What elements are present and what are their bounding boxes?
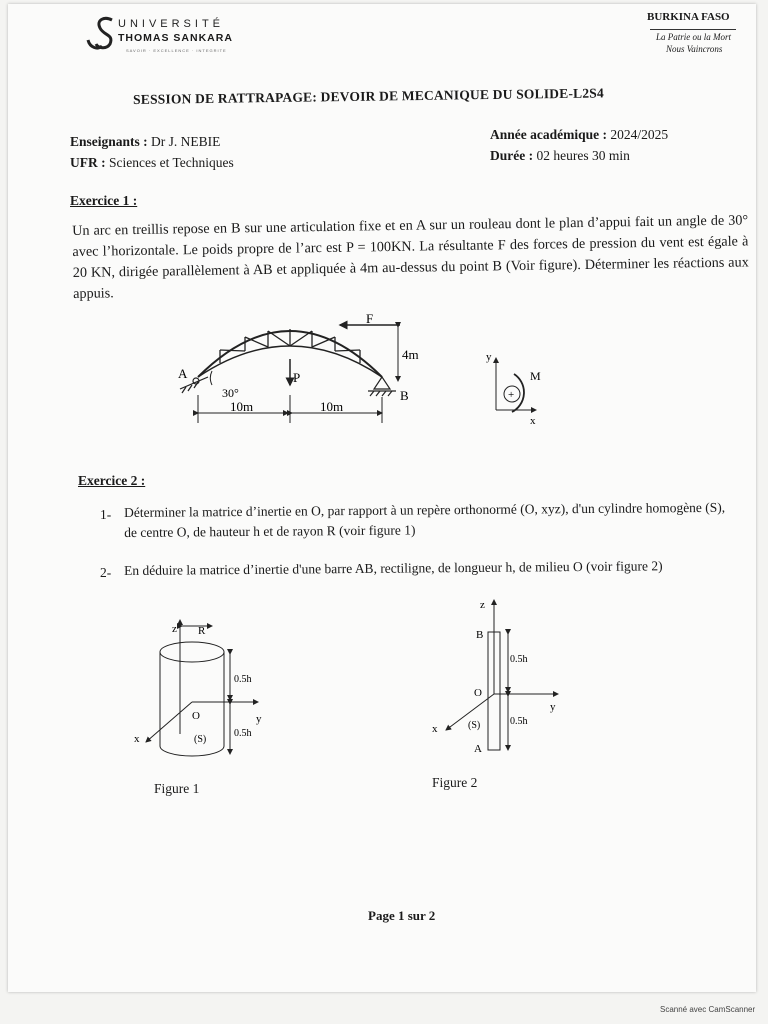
bar-figure	[428, 594, 578, 764]
sign-convention-figure	[478, 348, 558, 428]
teachers-line	[70, 134, 220, 150]
ufr-line	[70, 155, 234, 171]
label-A: A	[178, 366, 188, 381]
fig2-label-O: O	[474, 687, 482, 699]
figure2-caption: Figure 2	[432, 775, 478, 790]
exam-title: SESSION DE RATTRAPAGE: DEVOIR DE MECANIQUE DU SOLIDE-L2S4	[133, 85, 605, 107]
fig2-label-half-bot: 0.5h	[510, 716, 528, 727]
national-motto-line2: Nous Vaincrons	[666, 44, 723, 54]
label-x: x	[530, 415, 536, 427]
label-plus: +	[508, 389, 515, 401]
university-name-line2: THOMAS SANKARA	[118, 32, 233, 44]
label-y: y	[486, 351, 492, 363]
label-M: M	[530, 369, 541, 383]
label-B: B	[400, 388, 409, 403]
page-number: Page 1 sur 2	[368, 908, 436, 923]
university-logo-icon	[84, 14, 118, 52]
fig2-label-half-top: 0.5h	[510, 654, 528, 665]
year-value: 2024/2025	[610, 127, 669, 142]
q1-number: 1-	[100, 507, 112, 522]
fig2-label-x: x	[432, 723, 438, 735]
cylinder-figure	[128, 614, 288, 774]
fig2-label-y: y	[550, 701, 556, 713]
q2-number: 2-	[100, 565, 112, 580]
university-motto: SAVOIR · EXCELLENCE · INTEGRITE	[126, 48, 227, 53]
fig2-label-S: (S)	[468, 720, 481, 731]
year-label: Année académique :	[490, 127, 607, 142]
q1-text: Déterminer la matrice d’inertie en O, par rapport à un repère orthonormé (O, xyz), d'un cylindre homogène (S), de centre O, de hauteur h et de rayon R (voir figure 1)	[124, 499, 726, 540]
country-name: BURKINA FASO	[647, 11, 730, 23]
year-line	[490, 127, 668, 143]
fig1-label-x: x	[134, 733, 140, 745]
fig1-label-y: y	[256, 713, 262, 725]
teachers-label: Enseignants :	[70, 134, 148, 149]
teachers-value: Dr J. NEBIE	[151, 134, 221, 149]
fig1-label-R: R	[198, 625, 206, 637]
truss-arch-figure	[160, 305, 420, 430]
scanner-watermark: Scanné avec CamScanner	[660, 1005, 756, 1014]
fig2-label-B: B	[476, 629, 484, 641]
fig1-label-half-bot: 0.5h	[234, 728, 252, 739]
university-name-line1: UNIVERSITÉ	[118, 18, 225, 30]
q2-text: En déduire la matrice d’inertie d'une barre AB, rectiligne, de longueur h, de milieu O (voir figure 2)	[124, 558, 663, 578]
duration-value: 02 heures 30 min	[536, 148, 630, 163]
fig2-label-A: A	[474, 743, 482, 755]
figure1-caption: Figure 1	[154, 781, 200, 796]
fig1-label-S: (S)	[194, 734, 207, 745]
fig1-label-O: O	[192, 710, 200, 722]
duration-line	[490, 148, 630, 164]
exercise1-statement: Un arc en treillis repose en B sur une articulation fixe et en A sur un rouleau dont le plan d’appui fait un angle de 30° avec l’horizontale. Le poids propre de l’arc est P = 100KN. La résultante F des forces de pression du vent est égale à 20 KN, dirigée parallèlement à AB et appliquée à 4m au-dessus du point B (Voir figure). Déterminer les réactions aux appuis.	[72, 212, 749, 302]
exercise2-title: Exercice 2 :	[78, 473, 146, 488]
fig1-label-z: z	[172, 623, 177, 635]
label-angle: 30°	[222, 386, 239, 400]
label-4m: 4m	[402, 347, 419, 362]
label-d2: 10m	[320, 399, 344, 414]
duration-label: Durée :	[490, 148, 534, 163]
national-motto-line1: La Patrie ou la Mort	[656, 32, 732, 42]
label-P: P	[293, 370, 301, 385]
ufr-label: UFR :	[70, 155, 106, 170]
label-F: F	[366, 311, 374, 326]
header-divider	[650, 29, 736, 30]
label-d1: 10m	[230, 399, 254, 414]
ufr-value: Sciences et Techniques	[109, 155, 234, 170]
fig1-label-half-top: 0.5h	[234, 674, 252, 685]
fig2-label-z: z	[480, 599, 485, 611]
exercise1-title: Exercice 1 :	[70, 193, 138, 208]
